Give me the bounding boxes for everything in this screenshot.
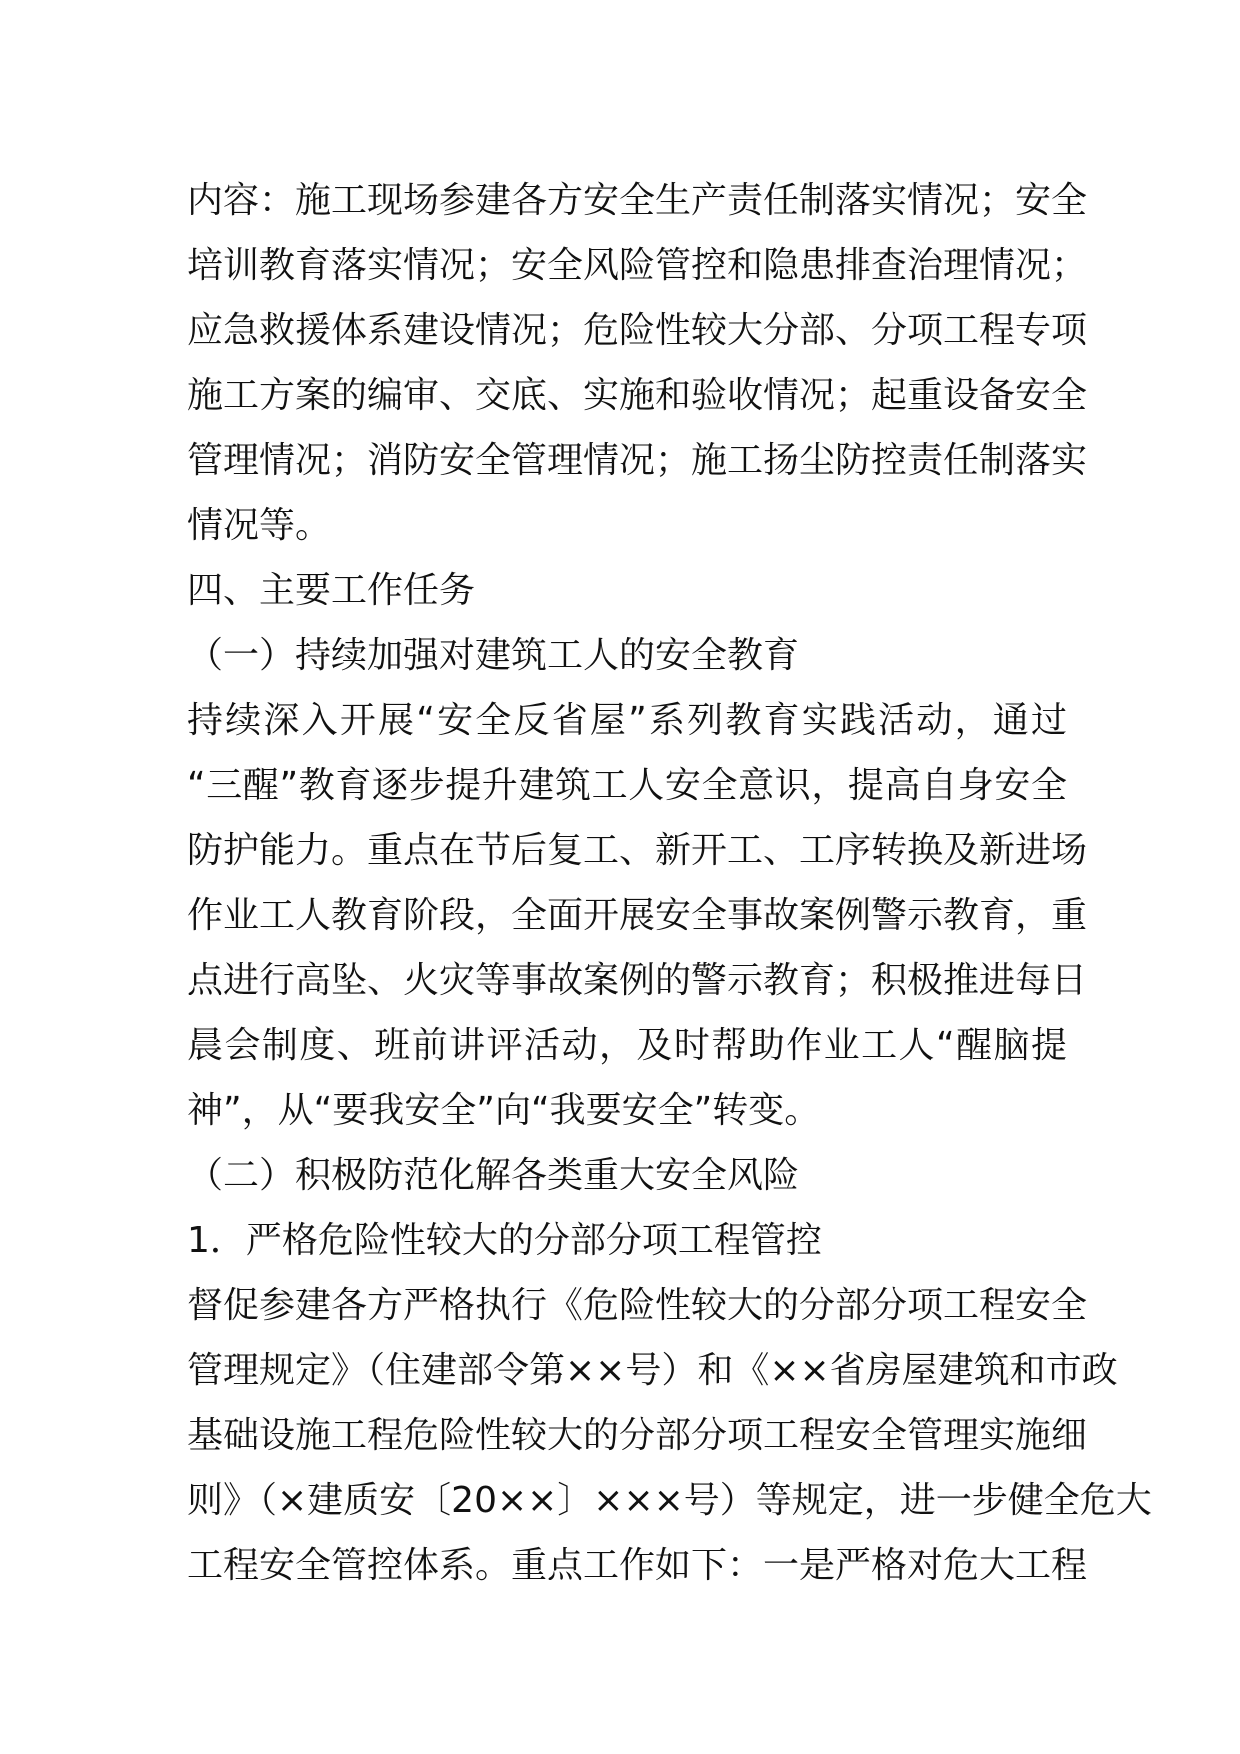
text-line: 则》（×建质安〔20××〕×××号）等规定，进一步健全危大 bbox=[187, 1480, 1152, 1521]
text-line: 防护能力。重点在节后复工、新开工、工序转换及新进场 bbox=[187, 830, 1088, 871]
text-line: 基础设施工程危险性较大的分部分项工程安全管理实施细 bbox=[187, 1415, 1088, 1456]
body-text bbox=[187, 168, 1152, 1598]
text-line: 督促参建各方严格执行《危险性较大的分部分项工程安全 bbox=[187, 1285, 1088, 1326]
text-line: “三醒”教育逐步提升建筑工人安全意识，提高自身安全 bbox=[187, 765, 1067, 806]
text-line: 内容：施工现场参建各方安全生产责任制落实情况；安全 bbox=[187, 180, 1088, 221]
text-line: 施工方案的编审、交底、实施和验收情况；起重设备安全 bbox=[187, 375, 1088, 416]
text-line: 应急救援体系建设情况；危险性较大分部、分项工程专项 bbox=[187, 310, 1088, 351]
text-line: 持续深入开展“安全反省屋”系列教育实践活动，通过 bbox=[187, 700, 1067, 741]
text-line: 情况等。 bbox=[187, 505, 332, 546]
text-line: 晨会制度、班前讲评活动，及时帮助作业工人“醒脑提 bbox=[187, 1025, 1067, 1066]
subsection-heading: （一）持续加强对建筑工人的安全教育 bbox=[187, 635, 800, 676]
text-line: 神”，从“要我安全”向“我要安全”转变。 bbox=[187, 1090, 821, 1131]
subsection-heading: （二）积极防范化解各类重大安全风险 bbox=[187, 1155, 800, 1196]
text-line: 管理情况；消防安全管理情况；施工扬尘防控责任制落实 bbox=[187, 440, 1088, 481]
text-line: 管理规定》（住建部令第××号）和《××省房屋建筑和市政 bbox=[187, 1350, 1118, 1391]
item-heading: 1．严格危险性较大的分部分项工程管控 bbox=[187, 1220, 822, 1261]
text-line: 培训教育落实情况；安全风险管控和隐患排查治理情况； bbox=[187, 245, 1088, 286]
text-line: 工程安全管控体系。重点工作如下：一是严格对危大工程 bbox=[187, 1545, 1088, 1586]
section-heading: 四、主要工作任务 bbox=[187, 570, 476, 611]
text-line: 点进行高坠、火灾等事故案例的警示教育；积极推进每日 bbox=[187, 960, 1088, 1001]
text-line: 作业工人教育阶段，全面开展安全事故案例警示教育，重 bbox=[187, 895, 1088, 936]
